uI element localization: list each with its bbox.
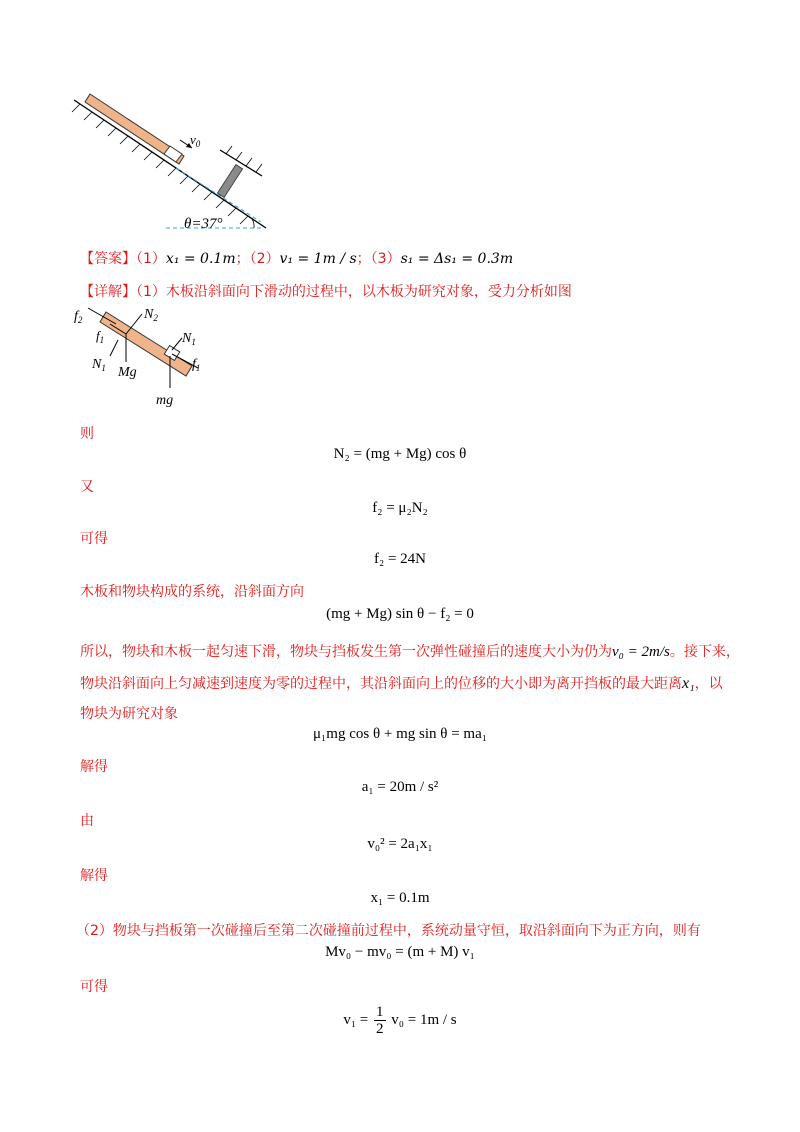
equation-10	[0, 1004, 800, 1037]
equation-1: N₂ = (mg + Mg) cos θ	[333, 446, 467, 462]
para2-x1: x₁	[682, 675, 695, 692]
text-jiede-1: 解得	[80, 759, 108, 775]
answer-tag: 【答案】	[80, 251, 136, 267]
para2-text-b: ，以	[694, 676, 723, 692]
answer-eq1: x₁ = 0.1m	[165, 251, 236, 267]
angle-label: θ=37°	[184, 216, 223, 232]
equation-3: f₂ = 24N	[373, 551, 427, 567]
paragraph-line-1	[80, 641, 740, 661]
text-jiede-2: 解得	[80, 868, 108, 884]
equation-9: Mv₀ − mv₀ = (m + M) v₁	[325, 944, 475, 960]
incline-figure	[66, 92, 276, 236]
fd-N1-arrow	[172, 338, 182, 350]
wall-hatch	[226, 146, 262, 172]
paragraph-line-2	[80, 673, 723, 693]
text-kede-2: 可得	[80, 979, 108, 995]
fd-f1: $f_1$	[192, 357, 201, 373]
text-you: 又	[80, 479, 94, 495]
barrier-rod	[217, 165, 242, 198]
para2-text-a: 物块沿斜面向上匀减速到速度为零的过程中，其沿斜面向上的位移的大小即为离开挡板的最大距离	[80, 676, 682, 692]
text-system: 木板和物块构成的系统，沿斜面方向	[80, 584, 304, 600]
para1-text-a: 所以，物块和木板一起匀速下滑，物块与挡板发生第一次弹性碰撞后的速度大小为仍为	[80, 644, 612, 660]
answer-sep1: ；（2）	[235, 251, 280, 267]
fd-Mg: Mg	[118, 365, 137, 380]
detail-tag: 【详解】	[80, 284, 136, 300]
equation-8: x₁ = 0.1m	[370, 890, 430, 906]
dashed-ref-line	[176, 168, 261, 222]
fd-N2: $N_2$	[144, 307, 158, 323]
text-ze: 则	[80, 426, 94, 442]
para1-v0: v₀ = 2m/s	[612, 644, 670, 660]
answer-eq2: v₁ = 1m / s	[279, 251, 357, 267]
text-kede-1: 可得	[80, 531, 108, 547]
fd-mg: mg	[156, 393, 174, 408]
detail-line	[80, 281, 572, 301]
incline-hatch	[72, 104, 248, 224]
paragraph-part-2: （2）物块与挡板第一次碰撞后至第二次碰撞前过程中，系统动量守恒，取沿斜面向下为正方向，则有	[76, 923, 701, 939]
answer-eq3: s₁ = Δs₁ = 0.3m	[400, 251, 514, 267]
eq10-denominator: 2	[376, 1021, 384, 1037]
eq10-fraction	[374, 1004, 386, 1037]
fd-f2: $f_2$	[74, 309, 83, 325]
paragraph-line-3: 物块为研究对象	[80, 706, 178, 722]
equation-5: μ₁mg cos θ + mg sin θ = ma₁	[313, 726, 487, 742]
fd-N1p-arrow	[110, 340, 118, 356]
answer-line	[80, 248, 513, 268]
fd-N1: $N_1$	[182, 331, 196, 347]
equation-2: f₂ = μ₂N₂	[372, 500, 428, 516]
eq10-rhs: v₀ = 1m / s	[391, 1011, 457, 1028]
text-you-2: 由	[80, 813, 94, 829]
eq10-lhs: v₁ =	[343, 1011, 369, 1028]
detail-intro: （1）木板沿斜面向下滑动的过程中，以木板为研究对象，受力分析如图	[136, 284, 572, 300]
force-diagram	[74, 304, 224, 410]
para1-text-b: 。接下来，	[669, 644, 740, 660]
v0-label: $v_0$	[190, 132, 201, 149]
equation-4: (mg + Mg) sin θ − f₂ = 0	[326, 606, 474, 622]
answer-sep2: ；（3）	[356, 251, 401, 267]
fd-f1p: $f_1$	[96, 328, 105, 345]
incline-surface	[74, 100, 266, 228]
eq10-numerator: 1	[376, 1004, 384, 1020]
equation-6: a₁ = 20m / s²	[361, 779, 439, 795]
fd-N1p: $N_1$	[92, 357, 106, 373]
equation-7: v₀² = 2a₁x₁	[367, 836, 433, 852]
answer-p1: （1）	[136, 251, 166, 267]
